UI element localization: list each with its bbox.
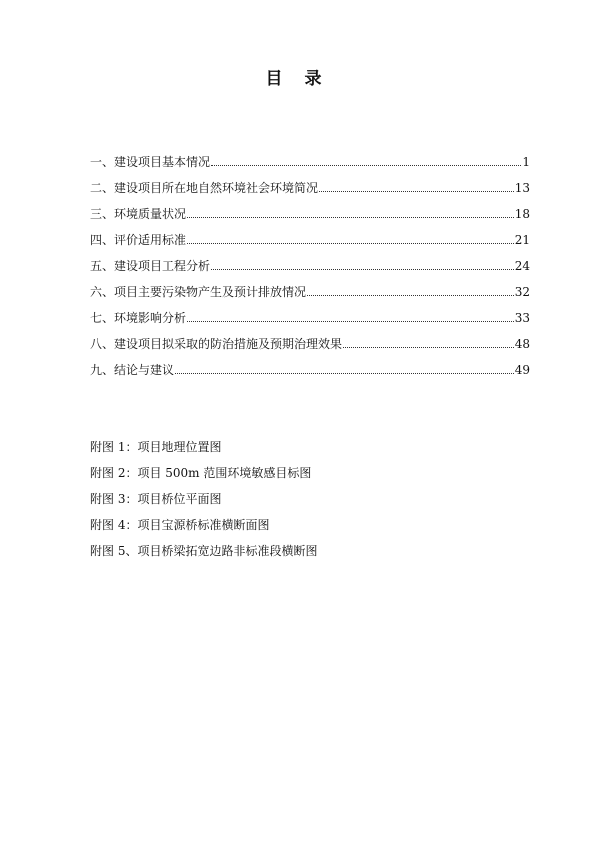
toc-leader-dots <box>187 243 514 244</box>
appendix-figure-item: 附图 3：项目桥位平面图 <box>90 492 222 506</box>
toc-entry-page: 33 <box>514 311 530 325</box>
toc-entry <box>90 326 530 352</box>
toc-leader-dots <box>175 373 514 374</box>
toc-entry <box>90 248 530 274</box>
toc-entry <box>90 196 530 222</box>
toc-entry-page: 24 <box>514 259 530 273</box>
toc-entry <box>90 144 530 170</box>
toc-entry-page: 48 <box>514 337 530 351</box>
appendix-figure-list <box>90 434 530 564</box>
toc-entry-title: 四、评价适用标准 <box>90 233 187 247</box>
toc-entry-title: 八、建设项目拟采取的防治措施及预期治理效果 <box>90 337 343 351</box>
toc-leader-dots <box>307 295 514 296</box>
toc-entry-page: 49 <box>514 363 530 377</box>
toc-entry-title: 三、环境质量状况 <box>90 207 187 221</box>
toc-leader-dots <box>187 321 514 322</box>
toc-entry <box>90 300 530 326</box>
appendix-figure-item: 附图 5、项目桥梁拓宽边路非标准段横断图 <box>90 544 318 558</box>
table-of-contents <box>90 144 530 378</box>
toc-leader-dots <box>319 191 514 192</box>
toc-entry <box>90 352 530 378</box>
toc-entry-title: 五、建设项目工程分析 <box>90 259 211 273</box>
toc-entry-page: 18 <box>514 207 530 221</box>
toc-leader-dots <box>211 269 514 270</box>
toc-entry-page: 21 <box>514 233 530 247</box>
toc-entry <box>90 170 530 196</box>
toc-entry-title: 一、建设项目基本情况 <box>90 155 211 169</box>
appendix-figure-item: 附图 1：项目地理位置图 <box>90 440 222 454</box>
toc-leader-dots <box>343 347 514 348</box>
appendix-figure-item: 附图 4：项目宝源桥标准横断面图 <box>90 518 270 532</box>
toc-entry-page: 13 <box>514 181 530 195</box>
toc-entry-title: 七、环境影响分析 <box>90 311 187 325</box>
page-title: 目 录 <box>265 69 330 89</box>
toc-entry-title: 二、建设项目所在地自然环境社会环境简况 <box>90 181 319 195</box>
toc-entry <box>90 222 530 248</box>
toc-entry <box>90 274 530 300</box>
toc-leader-dots <box>187 217 514 218</box>
toc-entry-page: 1 <box>522 155 530 169</box>
toc-entry-page: 32 <box>514 285 530 299</box>
toc-leader-dots <box>211 165 521 166</box>
appendix-figure-item: 附图 2：项目 500m 范围环境敏感目标图 <box>90 466 312 480</box>
toc-entry-title: 九、结论与建议 <box>90 363 175 377</box>
toc-entry-title: 六、项目主要污染物产生及预计排放情况 <box>90 285 307 299</box>
